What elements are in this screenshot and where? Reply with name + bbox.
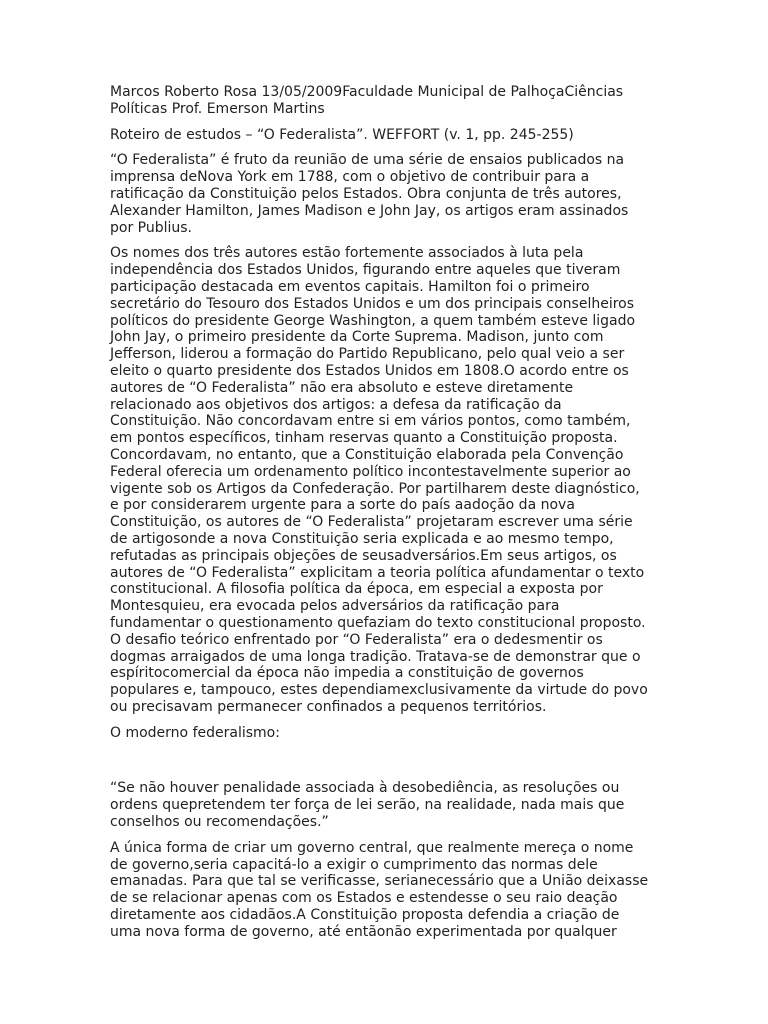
section-heading: O moderno federalismo: [110,724,280,741]
quote-paragraph: “Se não houver penalidade associada à desobediência, as resoluções ou ordens quepretendem ter força de lei serão, na realidade, nada mais que conselhos ou recomendações.” [110,780,625,831]
document-subtitle: Roteiro de estudos – “O Federalista”. WEFFORT (v. 1, pp. 245-255) [110,126,574,143]
blank-spacer [110,750,670,780]
paragraph-authors: Os nomes dos três autores estão fortemente associados à luta pela independência dos Estados Unidos, figurando entre aqueles que tiveram participação destacada em eventos capitais. Hamilton foi o primeiro secretário do Tesouro dos Estados Unidos e um dos principais conselheiros políticos do presidente George Washington, a quem também esteve ligado John Jay, o primeiro presidente da Corte Suprema. Madison, junto com Jefferson, liderou a formação do Partido Republicano, pelo qual veio a ser eleito o quarto presidente dos Estados Unidos em 1808.O acordo entre os autores de “O Federalista” não era absoluto e esteve diretamente relacionado aos objetivos dos artigos: a defesa da ratificação da Constituição. Não concordavam entre si em vários pontos, como também, em pontos específicos, tinham reservas quanto a Constituição proposta. Concordavam, no entanto, que a Constituição elaborada pela Convenção Federal oferecia um ordenamento político incontestavelmente superior ao vigente sob os Artigos da Confederação. Por partilharem deste diagnóstico, e por considerarem urgente para a sorte do país aadoção da nova Constituição, os autores de “O Federalista” projetaram escrever uma série de artigosonde a nova Constituição seria explicada e ao mesmo tempo, refutadas as principais objeções de seusadversários.Em seus artigos, os autores de “O Federalista” explicitam a teoria política afundamentar o texto constitucional. A filosofia política da época, em especial a exposta por Montesquieu, era evocada pelos adversários da ratificação para fundamentar o questionamento quefaziam do texto constitucional proposto. O desafio teórico enfrentado por “O Federalista” era o dedesmentir os dogmas arraigados de uma longa tradição. Tratava-se de demonstrar que o espíritocomercial da época não impedia a constituição de governos populares e, tampouco, estes dependiamexclusivamente da virtude do povo ou precisavam permanecer confinados a pequenos territórios. [110,245,648,715]
paragraph-federal-government: A única forma de criar um governo central, que realmente mereça o nome de governo,seria capacitá-lo a exigir o cumprimento das normas dele emanadas. Para que tal se verificasse, serianecessário que a União deixasse de se relacionar apenas com os Estados e estendesse o seu raio deação diretamente aos cidadãos.A Constituição proposta defendia a criação de uma nova forma de governo, até entãonão experimentada por qualquer [110,839,649,940]
document-header: Marcos Roberto Rosa 13/05/2009Faculdade Municipal de PalhoçaCiências Políticas Prof. Emerson Martins [110,84,624,117]
paragraph-intro: “O Federalista” é fruto da reunião de uma série de ensaios publicados na imprensa deNova York em 1788, com o objetivo de contribuir para a ratificação da Constituição pelos Estados. Obra conjunta de três autores, Alexander Hamilton, James Madison e John Jay, os artigos eram assinados por Publius. [110,152,629,236]
document-page [110,84,670,950]
